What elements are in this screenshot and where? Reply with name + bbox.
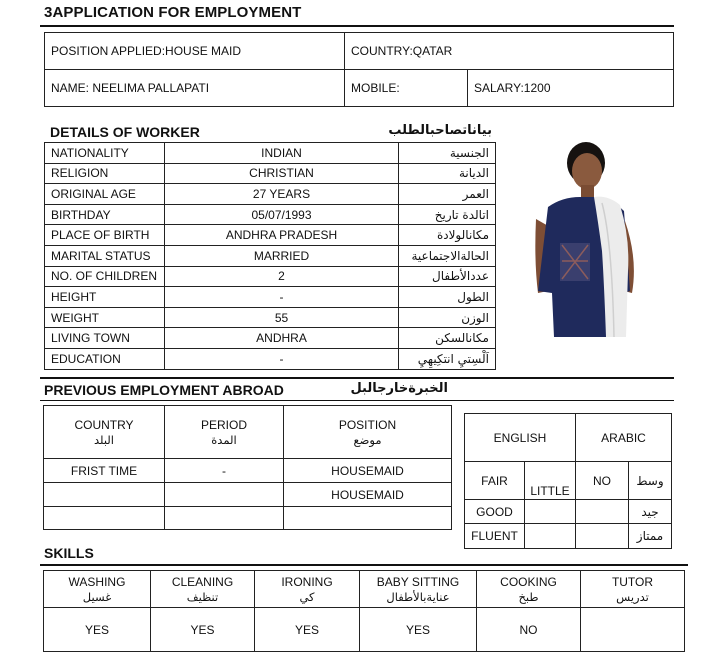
skill-cooking-header: COOKING طبخ bbox=[477, 571, 581, 608]
detail-label: PLACE OF BIRTH bbox=[45, 225, 165, 246]
lang-empty bbox=[576, 500, 629, 524]
employment-title-underline bbox=[40, 400, 674, 401]
detail-label: EDUCATION bbox=[45, 348, 165, 369]
emp-cell: HOUSEMAID bbox=[284, 483, 452, 507]
employment-table bbox=[43, 405, 452, 530]
details-row bbox=[45, 266, 496, 287]
lang-good-ar: جيد bbox=[629, 500, 672, 524]
lang-empty bbox=[525, 524, 576, 549]
applicant-photo bbox=[532, 141, 641, 337]
details-row bbox=[45, 328, 496, 349]
detail-label-ar: الجنسية bbox=[399, 143, 496, 164]
detail-value: CHRISTIAN bbox=[165, 163, 399, 184]
applicant-name: NAME: NEELIMA PALLAPATI bbox=[45, 70, 345, 107]
detail-label: MARITAL STATUS bbox=[45, 245, 165, 266]
detail-label-ar: الطول bbox=[399, 287, 496, 308]
detail-value: ANDHRA PRADESH bbox=[165, 225, 399, 246]
detail-value: INDIAN bbox=[165, 143, 399, 164]
lang-empty bbox=[525, 500, 576, 524]
applicant-summary-table bbox=[44, 32, 674, 107]
detail-label: WEIGHT bbox=[45, 307, 165, 328]
detail-value: - bbox=[165, 348, 399, 369]
skill-babysitting-header: BABY SITTING عنايةبالأطفال bbox=[360, 571, 477, 608]
skills-divider bbox=[40, 564, 688, 566]
detail-label-ar: عددالأطفال bbox=[399, 266, 496, 287]
lang-no: NO bbox=[576, 462, 629, 500]
skill-cleaning-header: CLEANING تنظيف bbox=[151, 571, 255, 608]
emp-cell bbox=[44, 507, 165, 530]
position-applied: POSITION APPLIED:HOUSE MAID bbox=[45, 33, 345, 70]
lang-fluent: FLUENT bbox=[465, 524, 525, 549]
detail-label: BIRTHDAY bbox=[45, 204, 165, 225]
detail-label: RELIGION bbox=[45, 163, 165, 184]
worker-details-table bbox=[44, 142, 496, 370]
skill-value: YES bbox=[255, 608, 360, 652]
lang-english-header: ENGLISH bbox=[465, 414, 576, 462]
salary: SALARY:1200 bbox=[468, 70, 674, 107]
skill-value: NO bbox=[477, 608, 581, 652]
lang-little: LITTLE bbox=[525, 462, 576, 500]
emp-cell bbox=[44, 483, 165, 507]
detail-label-ar: مكانالسكن bbox=[399, 328, 496, 349]
lang-fair-ar: وسط bbox=[629, 462, 672, 500]
details-row bbox=[45, 163, 496, 184]
detail-label-ar: الحالةالاجتماعية bbox=[399, 245, 496, 266]
skills-title: SKILLS bbox=[44, 545, 94, 561]
details-row bbox=[45, 245, 496, 266]
col-period-header: PERIOD المدة bbox=[165, 406, 284, 459]
col-position-header: POSITION موضع bbox=[284, 406, 452, 459]
details-row bbox=[45, 348, 496, 369]
detail-value: 55 bbox=[165, 307, 399, 328]
lang-empty bbox=[576, 524, 629, 549]
details-title-ar: بياناتصاحبالطلب bbox=[388, 123, 492, 138]
emp-cell bbox=[165, 483, 284, 507]
employment-title: PREVIOUS EMPLOYMENT ABROAD bbox=[44, 382, 284, 398]
detail-label-ar: العمر bbox=[399, 184, 496, 205]
col-country-header: COUNTRY البلد bbox=[44, 406, 165, 459]
emp-cell: - bbox=[165, 459, 284, 483]
emp-cell bbox=[165, 507, 284, 530]
detail-label: HEIGHT bbox=[45, 287, 165, 308]
mobile: MOBILE: bbox=[345, 70, 468, 107]
skill-value: YES bbox=[360, 608, 477, 652]
skills-table bbox=[43, 570, 685, 652]
emp-cell: FRIST TIME bbox=[44, 459, 165, 483]
detail-value: 27 YEARS bbox=[165, 184, 399, 205]
skill-value: YES bbox=[44, 608, 151, 652]
details-row bbox=[45, 307, 496, 328]
detail-value: 2 bbox=[165, 266, 399, 287]
emp-cell bbox=[284, 507, 452, 530]
employment-divider bbox=[40, 377, 674, 379]
details-row bbox=[45, 225, 496, 246]
emp-cell: HOUSEMAID bbox=[284, 459, 452, 483]
lang-fair: FAIR bbox=[465, 462, 525, 500]
skill-value bbox=[581, 608, 685, 652]
detail-value: - bbox=[165, 287, 399, 308]
detail-value: MARRIED bbox=[165, 245, 399, 266]
skill-ironing-header: IRONING كي bbox=[255, 571, 360, 608]
details-row bbox=[45, 287, 496, 308]
employment-title-ar: الخبرةخارجالبل bbox=[350, 381, 448, 396]
lang-arabic-header: ARABIC bbox=[576, 414, 672, 462]
detail-label-ar: اَلْسِتيِ انتكِيهِيِ bbox=[399, 348, 496, 369]
detail-label-ar: الوزن bbox=[399, 307, 496, 328]
detail-label: NO. OF CHILDREN bbox=[45, 266, 165, 287]
country: COUNTRY:QATAR bbox=[345, 33, 674, 70]
details-row bbox=[45, 143, 496, 164]
detail-label: LIVING TOWN bbox=[45, 328, 165, 349]
title-divider bbox=[40, 25, 674, 27]
detail-label-ar: الديانة bbox=[399, 163, 496, 184]
lang-good: GOOD bbox=[465, 500, 525, 524]
detail-label-ar: اتالدة تاريخ bbox=[399, 204, 496, 225]
detail-label-ar: مكانالولادة bbox=[399, 225, 496, 246]
detail-value: ANDHRA bbox=[165, 328, 399, 349]
details-row bbox=[45, 204, 496, 225]
skill-washing-header: WASHING غسيل bbox=[44, 571, 151, 608]
detail-label: ORIGINAL AGE bbox=[45, 184, 165, 205]
skill-tutor-header: TUTOR تدريس bbox=[581, 571, 685, 608]
detail-value: 05/07/1993 bbox=[165, 204, 399, 225]
lang-fluent-ar: ممتاز bbox=[629, 524, 672, 549]
skill-value: YES bbox=[151, 608, 255, 652]
detail-label: NATIONALITY bbox=[45, 143, 165, 164]
details-title: DETAILS OF WORKER bbox=[50, 124, 200, 140]
page-title: 3APPLICATION FOR EMPLOYMENT bbox=[44, 4, 302, 21]
language-table bbox=[464, 413, 672, 549]
details-row bbox=[45, 184, 496, 205]
